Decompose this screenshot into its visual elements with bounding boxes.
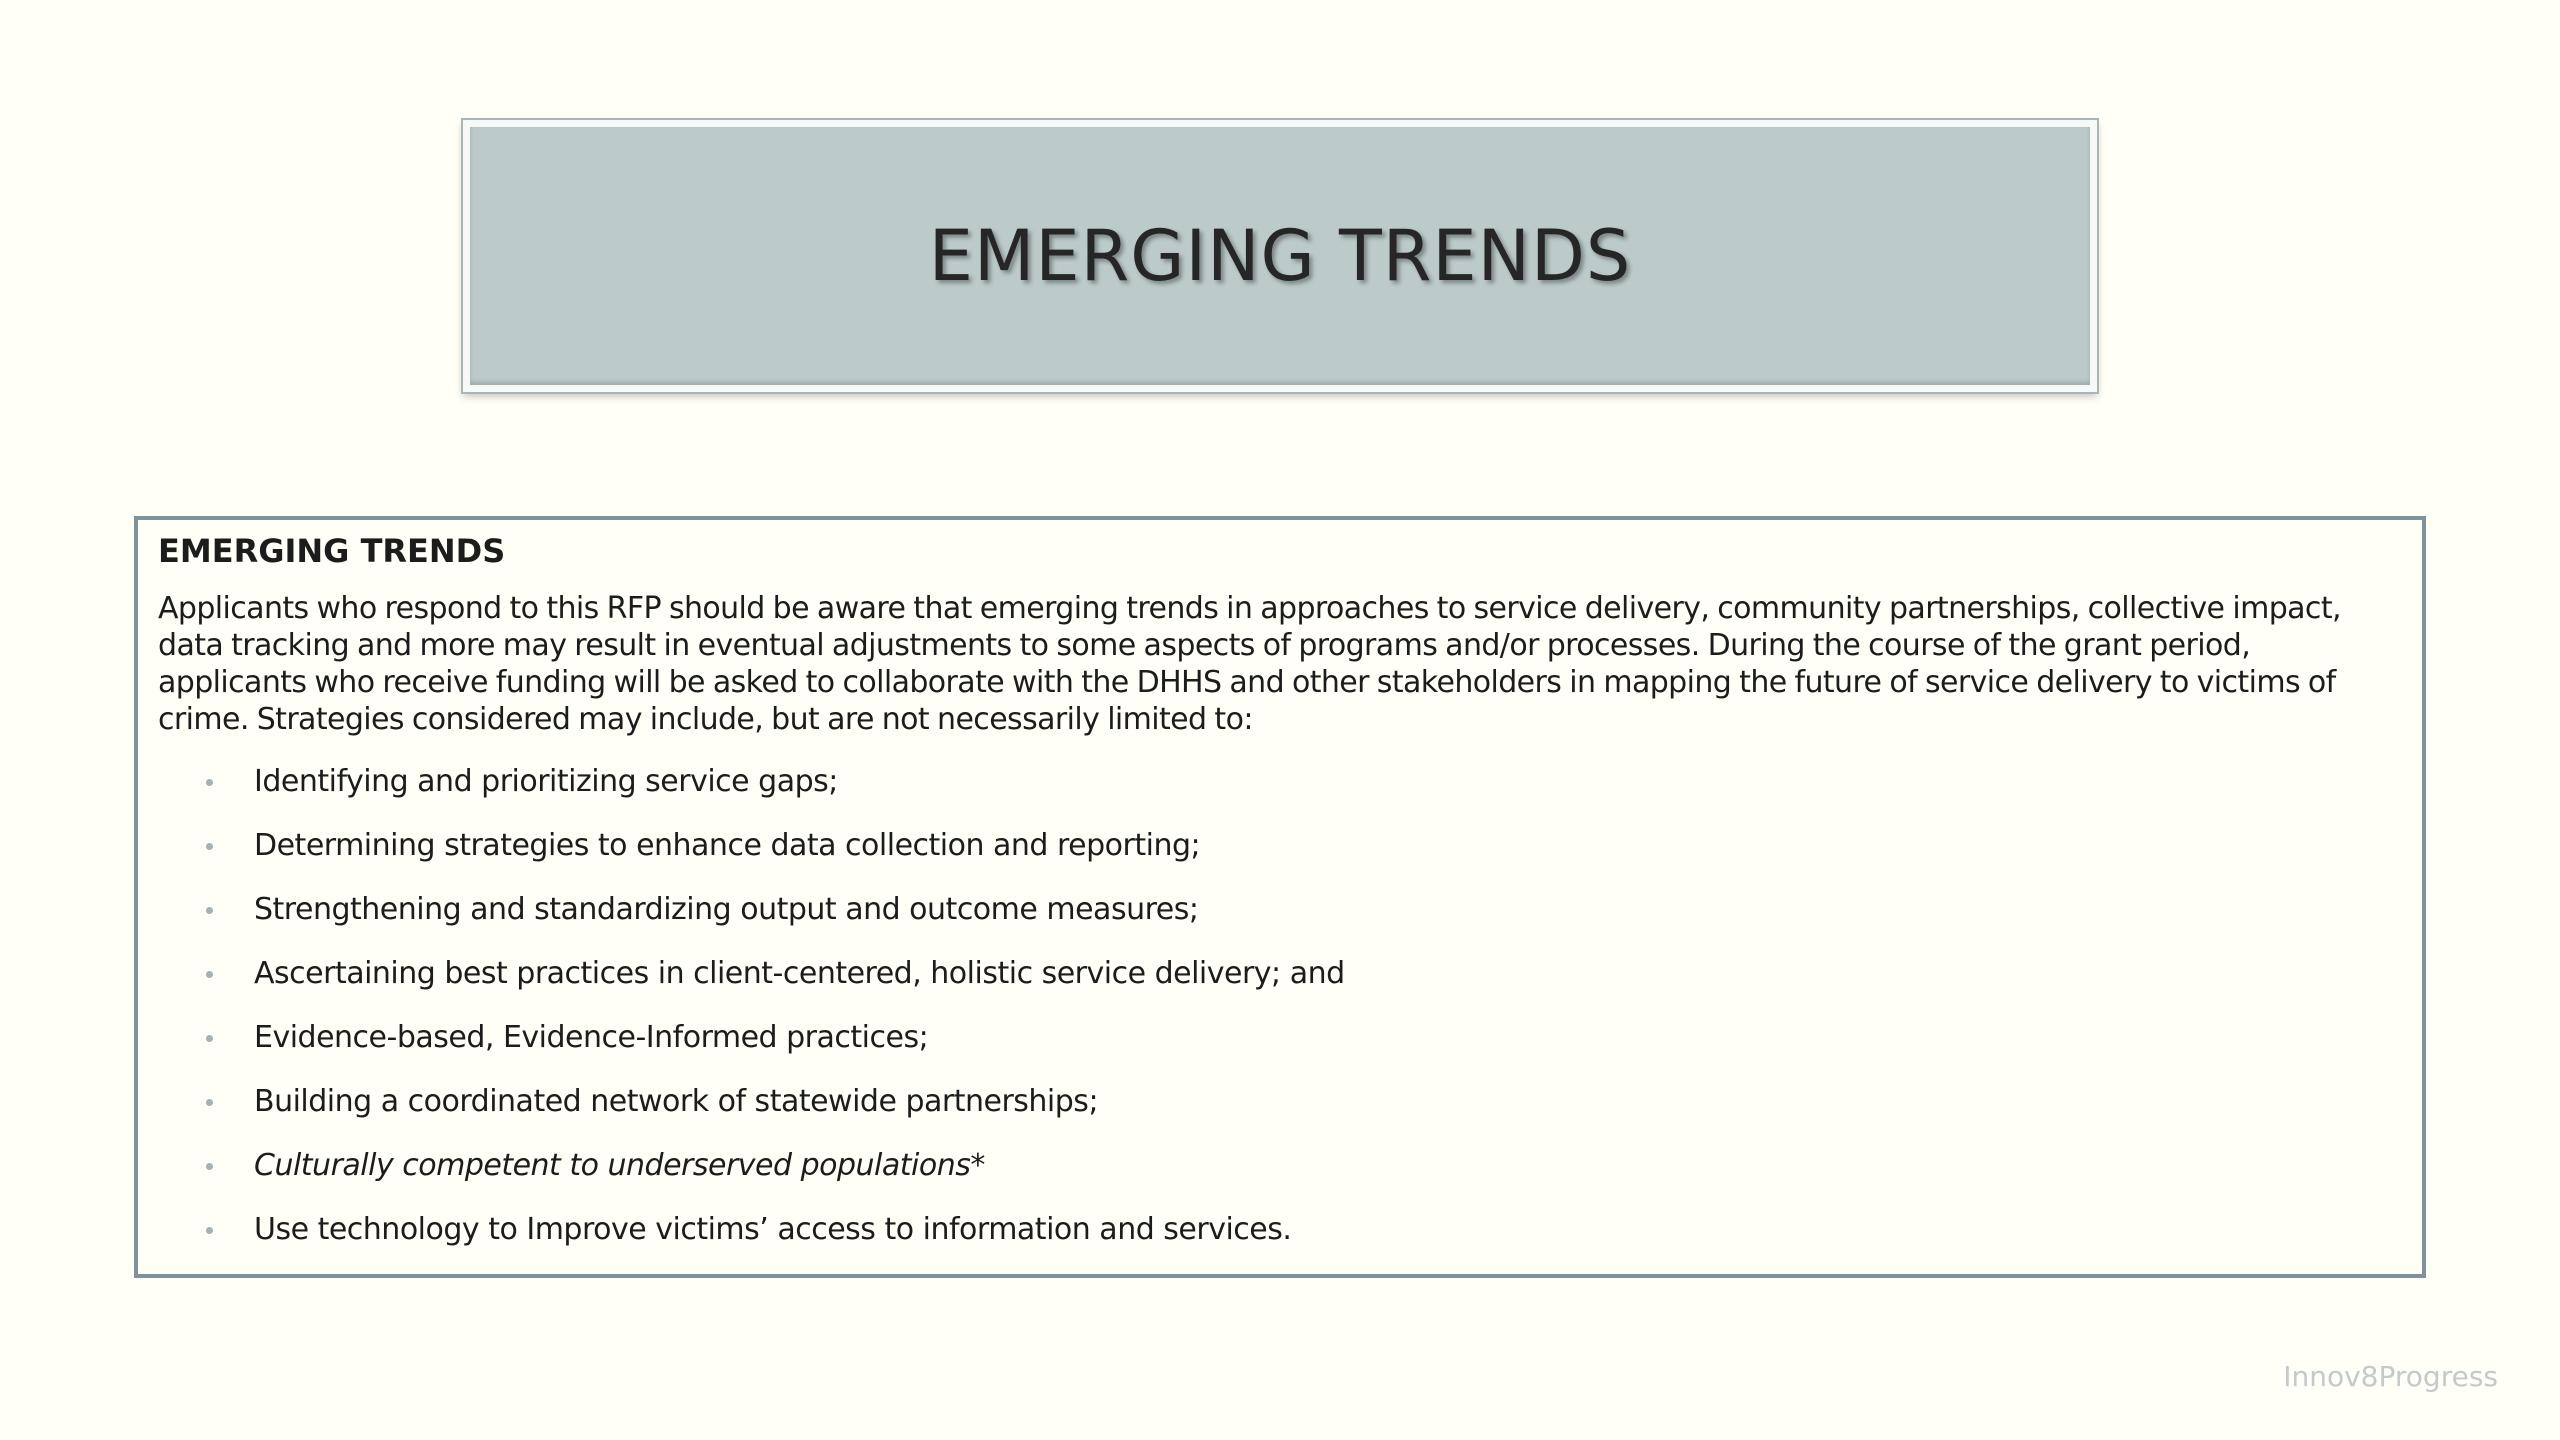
list-item: Building a coordinated network of statewide partnerships; <box>158 1070 2348 1134</box>
bullet-dot-icon <box>206 1227 213 1234</box>
list-item: Strengthening and standardizing output and outcome measures; <box>158 878 2348 942</box>
bullet-dot-icon <box>206 779 213 786</box>
footer-brand: Innov8Progress <box>2283 1360 2498 1393</box>
bullet-dot-icon <box>206 1099 213 1106</box>
bullet-dot-icon <box>206 843 213 850</box>
slide-title: EMERGING TRENDS <box>928 215 1632 297</box>
content-paragraph: Applicants who respond to this RFP should be aware that emerging trends in approaches to service delivery, community partnerships, collective impact, data tracking and more may result in eventual adjustments to some aspects of programs and/or processes. During the course of the grant period, applicants who receive funding will be asked to collaborate with the DHHS and other stakeholders in mapping the future of service delivery to victims of crime. Strategies considered may include, but are not necessarily limited to: <box>158 591 2341 737</box>
list-item: Culturally competent to underserved populations* <box>158 1134 2348 1198</box>
list-item: Use technology to Improve victims’ access to information and services. <box>158 1198 2348 1262</box>
bullet-dot-icon <box>206 1163 213 1170</box>
bullet-dot-icon <box>206 907 213 914</box>
content-heading: EMERGING TRENDS <box>158 532 506 570</box>
list-item: Ascertaining best practices in client-centered, holistic service delivery; and <box>158 942 2348 1006</box>
content-box <box>134 516 2426 1278</box>
bullet-dot-icon <box>206 971 213 978</box>
list-item: Identifying and prioritizing service gaps; <box>158 750 2348 814</box>
list-item: Determining strategies to enhance data collection and reporting; <box>158 814 2348 878</box>
bullet-dot-icon <box>206 1035 213 1042</box>
slide-title-box <box>463 120 2097 392</box>
strategy-list <box>158 750 2348 1262</box>
list-item: Evidence-based, Evidence-Informed practices; <box>158 1006 2348 1070</box>
